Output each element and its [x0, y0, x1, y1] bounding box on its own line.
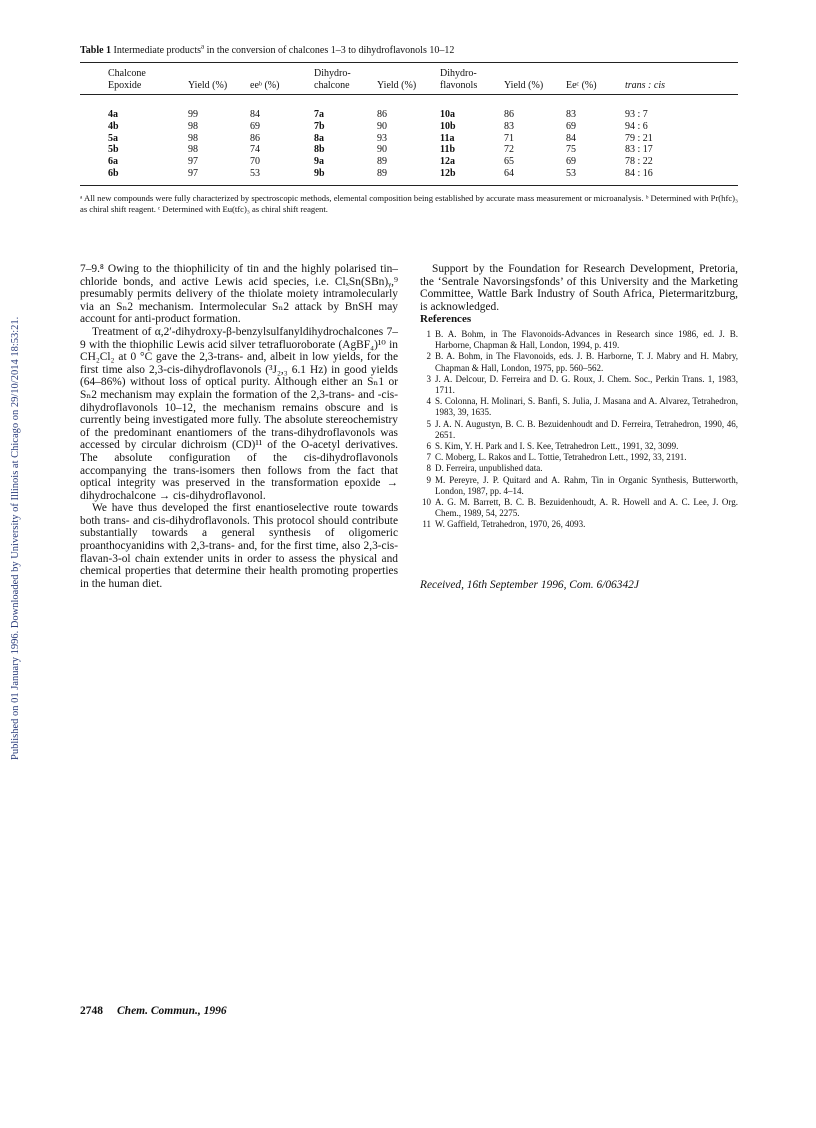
table-cell: 90: [377, 120, 387, 132]
table-header-cell: eeᵇ (%): [250, 80, 280, 91]
table-cell: 98: [188, 120, 198, 132]
references-list: [420, 329, 738, 531]
table-cell: 6a: [108, 156, 118, 168]
reference-text: W. Gaffield, Tetrahedron, 1970, 26, 4093.: [435, 519, 586, 530]
reference-text: S. Kim, Y. H. Park and I. S. Kee, Tetrahedron Lett., 1991, 32, 3099.: [435, 441, 679, 452]
reference-number: 8: [426, 463, 431, 474]
table-cell: 64: [504, 168, 514, 179]
table-cell: 11b: [440, 144, 456, 156]
table-cell: 7a: [314, 109, 324, 120]
reference-item: [420, 329, 738, 351]
page-footer: [80, 1005, 227, 1017]
table-cell: 70: [250, 156, 260, 168]
page-number: 2748: [80, 1005, 103, 1017]
reference-number: 10: [422, 497, 431, 508]
reference-text: D. Ferreira, unpublished data.: [435, 463, 543, 474]
table-caption-label: Table 1: [80, 45, 112, 56]
table-cell: 75: [566, 144, 576, 156]
acknowledgement: [420, 263, 738, 313]
reference-item: [420, 452, 738, 463]
table-cell: 83: [504, 120, 514, 132]
table-header-cell: Chalcone Epoxide: [108, 68, 146, 91]
reference-item: [420, 463, 738, 474]
table-cell: 89: [377, 168, 387, 179]
table-header-rule: [80, 94, 738, 95]
table-cell: 84: [566, 132, 576, 144]
table-header-cell: Dihydro- flavonols: [440, 68, 478, 91]
table-cell: 11a: [440, 132, 455, 144]
table-cell: 98: [188, 132, 198, 144]
paragraph-mechanism: 7–9.⁸ Owing to the thiophilicity of tin and the highly polarised tin–chloride bonds, and active Lewis acid species, i.e. ClₓSn(SBn)ᵧ,⁹ presumably permits delivery of the thiolate moiety intramolecularly via an Sₙ2 mechanism. Intermolecular Sₙ2 attack by BnSH may account for anti-product formation.: [80, 263, 398, 326]
download-watermark: [10, 200, 24, 760]
table-bottom-rule: [80, 185, 738, 186]
table-caption-rest: in the conversion of chalcones 1–3 to dihydroflavonols 10–12: [204, 45, 455, 56]
reference-text: J. A. Delcour, D. Ferreira and D. G. Roux, J. Chem. Soc., Perkin Trans. 1, 1983, 1711.: [435, 373, 738, 396]
reference-number: 11: [422, 519, 431, 530]
table-cell: 53: [566, 168, 576, 179]
table-cell: 97: [188, 168, 198, 179]
table-cell: 74: [250, 144, 260, 156]
reference-number: 3: [426, 373, 431, 384]
reference-number: 7: [426, 452, 431, 463]
reference-item: [420, 396, 738, 418]
table-cell: 69: [566, 156, 576, 168]
table-cell: 93: [377, 132, 387, 144]
table-cell: 6b: [108, 168, 119, 179]
table-cell: 83 : 17: [625, 144, 653, 156]
reference-text: B. A. Bohm, in The Flavonoids, eds. J. B. Harborne, T. J. Mabry and H. Mabry, Chapman & Hall, London, 1975, pp. 560–562.: [435, 351, 738, 373]
table-top-rule: [80, 62, 738, 63]
reference-text: S. Colonna, H. Molinari, S. Banfi, S. Julia, J. Masana and A. Alvarez, Tetrahedron, 1983, 39, 1635.: [435, 396, 738, 418]
reference-text: J. A. N. Augustyn, B. C. B. Bezuidenhoudt and D. Ferreira, Tetrahedron, 1990, 46, 2651.: [435, 418, 738, 440]
table-cell: 5b: [108, 144, 119, 156]
table-cell: 5a: [108, 132, 118, 144]
download-watermark-text: Published on 01 January 1996. Downloaded by University of Illinois at Chicago on 29/10/2014 18:53:21.: [10, 316, 21, 760]
table-cell: 94 : 6: [625, 120, 648, 132]
table-cell: 72: [504, 144, 514, 156]
reference-number: 5: [426, 418, 431, 429]
table-cell: 10a: [440, 109, 455, 120]
table-cell: 10b: [440, 120, 456, 132]
table-header-cell: Dihydro- chalcone: [314, 68, 351, 91]
reference-text: C. Moberg, L. Rakos and L. Tottie, Tetrahedron Lett., 1992, 33, 2191.: [435, 452, 687, 463]
reference-item: [420, 441, 738, 452]
reference-number: 2: [426, 351, 431, 362]
table-cell: 65: [504, 156, 514, 168]
table-cell: 7b: [314, 120, 325, 132]
table-caption-sup: a: [201, 42, 205, 51]
acknowledgement-text: Support by the Foundation for Research Development, Pretoria, the ‘Sentrale Navorsingsfonds’ of this University and the Marketing Committee, Wattle Bark Industry of South Africa, Pietermaritzburg, is acknowledged.: [420, 263, 738, 313]
table-cell: 83: [566, 109, 576, 120]
table-footnote: ᵃ All new compounds were fully characterized by spectroscopic methods, elemental composition being established by accurate mass measurement or microanalysis. ᵇ Determined with Pr(hfc)₃ as chiral shift reagent. ᶜ Determined with Eu(tfc)₃ as chiral shift reagent.: [80, 193, 738, 214]
reference-item: [420, 497, 738, 519]
table-header-cell: Yield (%): [188, 80, 228, 91]
table-cell: 69: [250, 120, 260, 132]
received-line: Received, 16th September 1996, Com. 6/06342J: [420, 579, 639, 591]
table-cell: 84 : 16: [625, 168, 653, 179]
table-cell: 93 : 7: [625, 109, 648, 120]
table-cell: 53: [250, 168, 260, 179]
table-cell: 86: [504, 109, 514, 120]
table-cell: 12a: [440, 156, 455, 168]
reference-text: B. A. Bohm, in The Flavonoids-Advances in Research since 1986, ed. J. B. Harborne, Chapman & Hall, London, 1994, p. 419.: [435, 329, 738, 351]
table-cell: 12b: [440, 168, 456, 179]
table-caption-text: Intermediate products: [111, 45, 201, 56]
reference-text: M. Pereyre, J. P. Quitard and A. Rahm, Tin in Organic Synthesis, Butterworth, London, 1987, pp. 4–14.: [435, 474, 738, 496]
table-cell: 97: [188, 156, 198, 168]
table-cell: 71: [504, 132, 514, 144]
table-header-cell: trans : cis: [625, 80, 665, 91]
table-cell: 8a: [314, 132, 324, 144]
table-header-cell: Yield (%): [504, 80, 544, 91]
table-cell: 98: [188, 144, 198, 156]
table-cell: 99: [188, 109, 198, 120]
journal-name: Chem. Commun., 1996: [117, 1005, 227, 1017]
reference-number: 1: [426, 329, 431, 339]
paragraph-conclusion: We have thus developed the first enantioselective route towards both trans- and cis-dihydroflavonols. This protocol should contribute substantially towards a general synthesis of oligomeric proanthocyanidins with 2,3-trans- and, for the first time, also 2,3-cis-flavan-3-ol chain extender units in order to assess the physical and chemical properties that determine their health promoting properties in the human diet.: [80, 502, 398, 590]
table-caption: [80, 42, 455, 56]
table-cell: 4a: [108, 109, 118, 120]
table-cell: 84: [250, 109, 260, 120]
table-cell: 8b: [314, 144, 325, 156]
table-cell: 86: [377, 109, 387, 120]
table-cell: 89: [377, 156, 387, 168]
table-cell: 90: [377, 144, 387, 156]
reference-item: [420, 475, 738, 497]
table-header-cell: Yield (%): [377, 80, 417, 91]
table-cell: 69: [566, 120, 576, 132]
references-heading: References: [420, 313, 472, 325]
table-cell: 79 : 21: [625, 132, 653, 144]
paragraph-treatment: Treatment of α,2′-dihydroxy-β-benzylsulfanyldihydrochalcones 7–9 with the thiophilic Lewis acid silver tetrafluoroborate (AgBF₄)¹⁰ in CH₂Cl₂ at 0 °C gave the 2,3-trans- and, albeit in low yields, for the first time also 2,3-cis-dihydroflavonols (³J₂,₃ 6.1 Hz) in good yields (64–86%) without loss of optical purity. Although either an Sₙ1 or Sₙ2 mechanism may explain the formation of the 2,3-trans- and -cis-dihydroflavonols 10–12, the mechanism remains obscure and is currently being investigated more fully. The absolute stereochemistry of the predominant enantiomers of the trans-dihydroflavonols was accessed by circular dichroism (CD)¹¹ of the O-acetyl derivatives. The absolute configuration of the cis-dihydroflavonols accompanying the trans-isomers then follows from the fact that optical integrity was preserved in the transformation epoxide → dihydrochalcone → cis-dihydroflavonol.: [80, 325, 398, 502]
reference-text: A. G. M. Barrett, B. C. B. Bezuidenhoudt, A. R. Howell and A. C. Lee, J. Org. Chem., 1989, 54, 2275.: [435, 497, 738, 519]
table-cell: 9a: [314, 156, 324, 168]
reference-item: [420, 419, 738, 441]
reference-number: 9: [426, 474, 431, 485]
reference-item: [420, 351, 738, 373]
reference-item: [420, 519, 738, 530]
table-cell: 9b: [314, 168, 325, 179]
reference-number: 4: [426, 396, 431, 407]
reference-item: [420, 374, 738, 396]
table-header-cell: Eeᶜ (%): [566, 80, 597, 91]
table-cell: 4b: [108, 120, 119, 132]
left-column: [80, 263, 398, 590]
table-cell: 86: [250, 132, 260, 144]
reference-number: 6: [426, 441, 431, 452]
table-cell: 78 : 22: [625, 156, 653, 168]
